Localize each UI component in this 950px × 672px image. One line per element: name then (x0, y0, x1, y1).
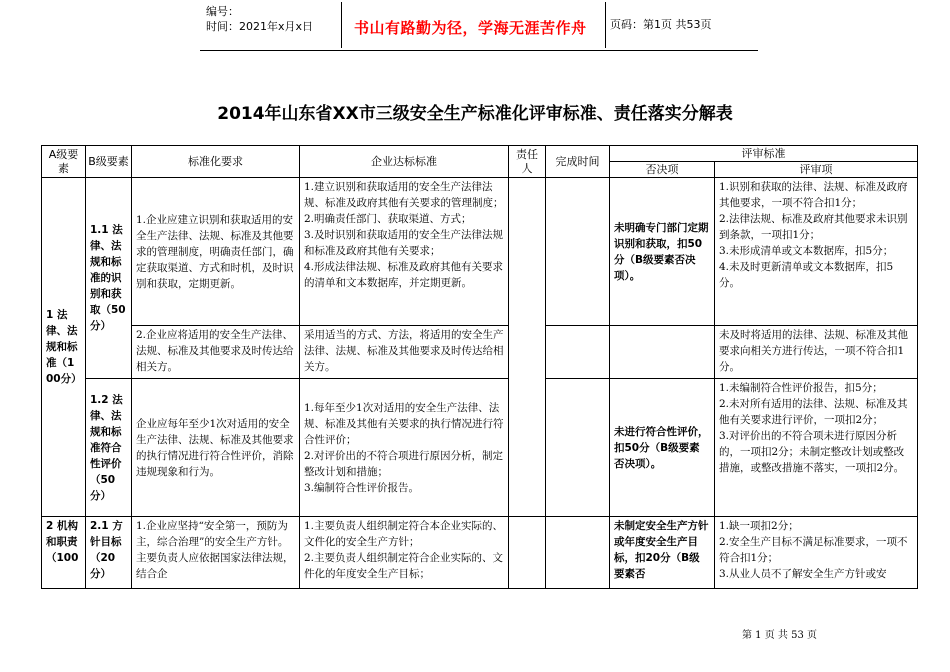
review-item-cell: 未及时将适用的法律、法规、标准及其他要求向相关方进行传达，一项不符合扣1分。 (715, 326, 918, 379)
header-a-item: A级要素 (42, 146, 86, 178)
item-line: 3.从业人员不了解安全生产方针或安 (719, 568, 887, 580)
review-item-cell (715, 517, 918, 589)
page-footer: 第 1 页 共 53 页 (742, 630, 817, 641)
veto-cell (610, 326, 715, 379)
document-time-label: 时间：2021年x月x日 (206, 20, 314, 33)
standard-requirement-cell: 2.企业应将适用的安全生产法律、法规、标准及其他要求及时传达给相关方。 (132, 326, 300, 379)
std-line: 1.主要负责人组织制定符合本企业实际的、文件化的安全生产方针； (304, 520, 504, 548)
header-review-standard: 评审标准 (610, 146, 918, 162)
header-enterprise-standard: 企业达标标准 (300, 146, 509, 178)
enterprise-standard-cell (300, 379, 509, 517)
deadline-cell[interactable] (546, 178, 610, 326)
standards-table (41, 145, 918, 589)
std-line: 2.对评价出的不符合项进行原因分析，制定整改计划和措施； (304, 449, 504, 478)
enterprise-standard-cell (300, 178, 509, 326)
item-line: 1.识别和获取的法律、法规、标准及政府其他要求，一项不符合扣1分； (719, 181, 908, 209)
item-line: 1.缺一项扣2分； (719, 520, 799, 532)
header-veto: 否决项 (610, 162, 715, 178)
std-line: 3.及时识别和获取适用的安全生产法律法规和标准及政府其他有关要求； (304, 229, 504, 257)
a-item-cell: 2 机构和职责（100 (42, 517, 86, 589)
item-line: 3.对评价出的不符合项未进行原因分析的，一项扣2分；未制定整改计划或整改措施，或整改措施不落实，一项扣2分。 (719, 430, 905, 474)
page-header (200, 2, 758, 51)
review-item-cell (715, 379, 918, 517)
standard-requirement-cell: 1.企业应坚持“安全第一，预防为主，综合治理”的安全生产方针。主要负责人应依据国家法律法规，结合企 (132, 517, 300, 589)
item-line: 2.法律法规、标准及政府其他要求未识别到条款，一项扣1分； (719, 213, 908, 241)
header-responsible: 责任人 (509, 146, 546, 178)
std-line: 1.每年至少1次对适用的安全生产法律、法规、标准及其他有关要求的执行情况进行符合性评价； (304, 401, 504, 446)
deadline-cell[interactable] (546, 379, 610, 517)
header-motto: 书山有路勤为径，学海无涯苦作舟 (354, 19, 587, 37)
b-item-cell: 1.1 法律、法规和标准的识别和获取（50分） (86, 178, 132, 379)
responsible-cell[interactable] (509, 178, 546, 517)
veto-cell: 未进行符合性评价，扣50分（B级要素否决项）。 (610, 379, 715, 517)
std-line: 1.建立识别和获取适用的安全生产法律法规、标准及政府其他有关要求的管理制度； (304, 181, 504, 209)
header-review-item: 评审项 (715, 162, 918, 178)
std-line: 4.形成法律法规、标准及政府其他有关要求的清单和文本数据库，并定期更新。 (304, 261, 504, 289)
a-item-cell: 1 法律、法规和标准（100分） (42, 178, 86, 517)
b-item-cell: 1.2 法律、法规和标准符合性评价（50分） (86, 379, 132, 517)
header-page-info: 页码：第1页 共53页 (605, 2, 760, 48)
std-line: 2.主要负责人组织制定符合企业实际的、文件化的年度安全生产目标； (304, 552, 504, 580)
document-number-label: 编号： (206, 5, 239, 18)
std-line: 3.编制符合性评价报告。 (304, 481, 420, 494)
table-row (42, 178, 918, 326)
veto-cell: 未明确专门部门定期识别和获取，扣50分（B级要素否决项）。 (610, 178, 715, 326)
item-line: 1.未编制符合性评价报告，扣5分； (719, 382, 883, 394)
header-b-item: B级要素 (86, 146, 132, 178)
table-row (42, 379, 918, 517)
item-line: 2.安全生产目标不满足标准要求，一项不符合扣1分； (719, 536, 908, 564)
veto-cell: 未制定安全生产方针或年度安全生产目标，扣20分（B级要素否 (610, 517, 715, 589)
item-line: 2.未对所有适用的法律、法规、标准及其他有关要求进行评价，一项扣2分； (719, 398, 908, 426)
b-item-cell: 2.1 方针目标（20分） (86, 517, 132, 589)
deadline-cell[interactable] (546, 517, 610, 589)
enterprise-standard-cell: 采用适当的方式、方法，将适用的安全生产法律、法规、标准及其他要求及时传达给相关方。 (300, 326, 509, 379)
table-row (42, 517, 918, 589)
responsible-cell[interactable] (509, 517, 546, 589)
standard-requirement-cell: 企业应每年至少1次对适用的安全生产法律、法规、标准及其他要求的执行情况进行符合性评价，消除违规现象和行为。 (132, 379, 300, 517)
review-item-cell (715, 178, 918, 326)
header-center (341, 2, 805, 48)
header-meta (206, 4, 313, 34)
standard-requirement-cell: 1.企业应建立识别和获取适用的安全生产法律、法规、标准及其他要求的管理制度，明确责任部门，确定获取渠道、方式和时机，及时识别和获取，定期更新。 (132, 178, 300, 326)
deadline-cell[interactable] (546, 326, 610, 379)
std-line: 2.明确责任部门、获取渠道、方式； (304, 213, 472, 225)
item-line: 4.未及时更新清单或文本数据库，扣5分。 (719, 261, 894, 289)
header-standard-requirement: 标准化要求 (132, 146, 300, 178)
item-line: 3.未形成清单或文本数据库，扣5分； (719, 245, 894, 257)
table-header-row (42, 146, 918, 162)
header-deadline: 完成时间 (546, 146, 610, 178)
document-title: 2014年山东省XX市三级安全生产标准化评审标准、责任落实分解表 (217, 104, 733, 124)
enterprise-standard-cell (300, 517, 509, 589)
table-row (42, 326, 918, 379)
